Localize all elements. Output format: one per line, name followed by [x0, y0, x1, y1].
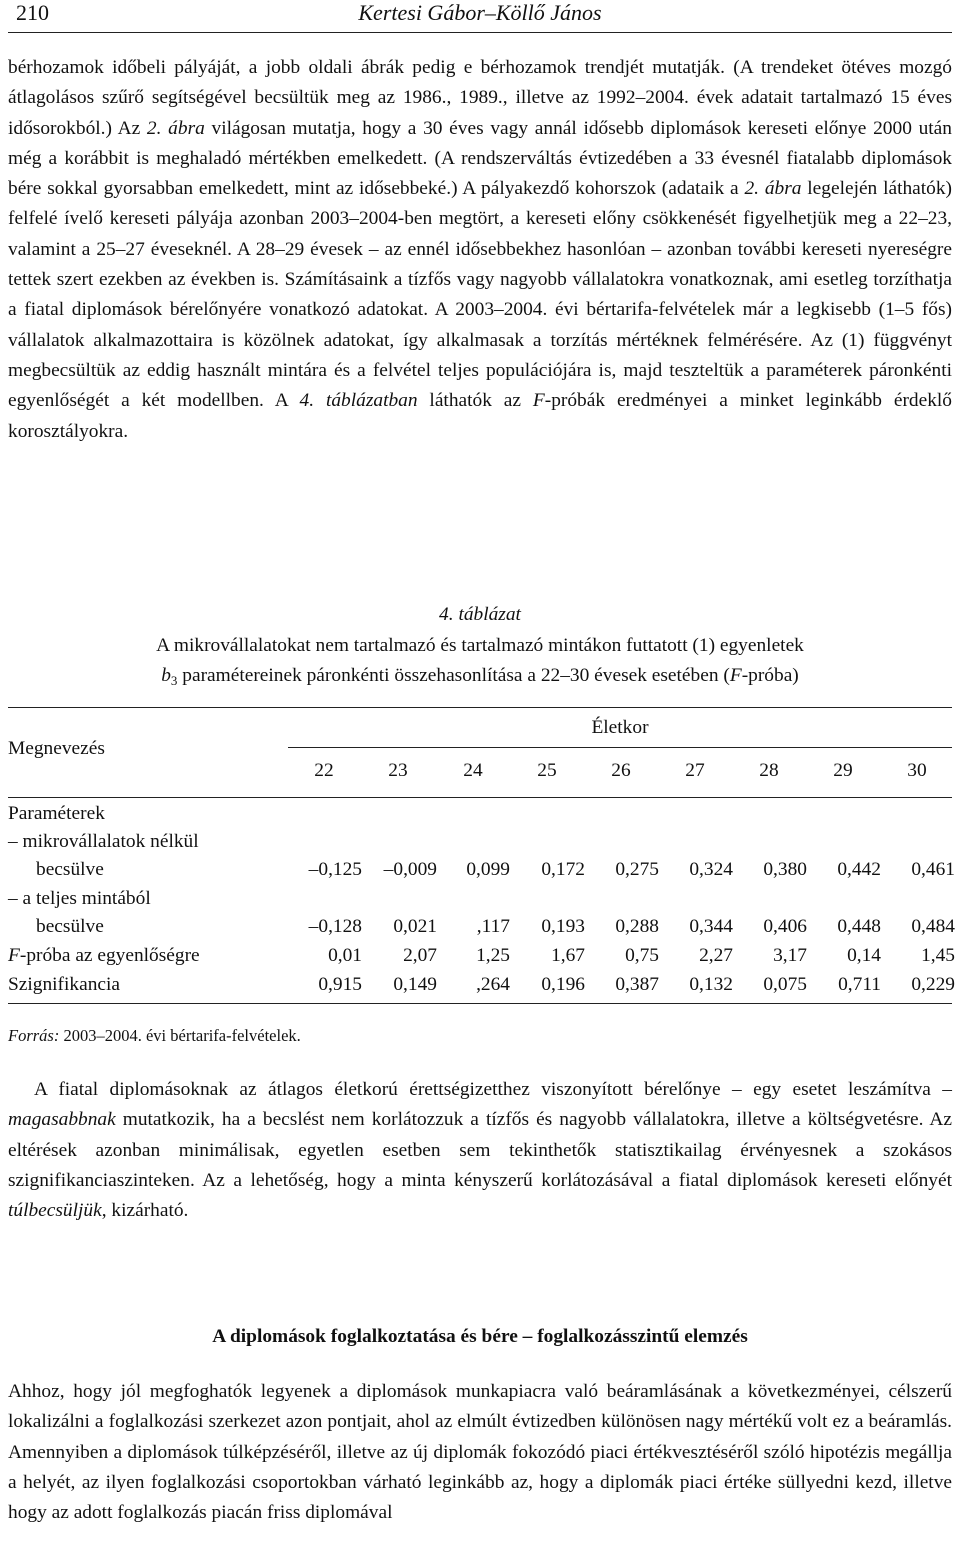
- row-label-estimated: becsülve: [36, 859, 104, 880]
- row-significance-cell-29: 0,711: [838, 974, 881, 995]
- row-no-micro-cell-27: 0,324: [689, 859, 733, 880]
- age-header-rule: [288, 747, 952, 748]
- row-f-test-cell-24: 1,25: [476, 945, 510, 966]
- row-no-micro-cell-28: 0,380: [763, 859, 807, 880]
- caption-line-1: A mikrovállalatokat nem tartalmazó és tartalmazó mintákon futtatott (1) egyenletek: [156, 635, 804, 656]
- table-source: [8, 1024, 301, 1048]
- age-header-25: 25: [537, 760, 557, 781]
- text-run: láthatók az: [417, 390, 533, 412]
- row-significance-cell-22: 0,915: [318, 974, 362, 995]
- row-full-sample-cell-30: 0,484: [911, 916, 955, 937]
- source-text: 2003–2004. évi bértarifa-felvételek.: [59, 1026, 301, 1045]
- age-header-24: 24: [463, 760, 483, 781]
- text-run: világosan mutatja, hogy a 30 éves vagy annál idősebb diplomások kereseti előnye 2000 után még a korábbit is meghaladó mértékben emelkedett. (A rendszerváltás évtizedében a 33 évesnél fiatalabb diplomások bére sokkal gyorsabban emelkedett, mint az idősebbeké.) A pályakezdő kohorszok (adataik a: [8, 117, 952, 200]
- body-paragraph-1: [8, 53, 952, 447]
- body-paragraph-2: [8, 1075, 952, 1226]
- caption-symbol-b: b: [161, 665, 171, 686]
- caption-symbol-f: F: [729, 665, 742, 686]
- row-no-micro-cell-29: 0,442: [837, 859, 881, 880]
- row-significance-cell-30: 0,229: [911, 974, 955, 995]
- row-significance-cell-26: 0,387: [615, 974, 659, 995]
- page-header: [8, 0, 952, 28]
- row-f-test-cell-23: 2,07: [403, 945, 437, 966]
- paragraph-text: [8, 1075, 952, 1226]
- source-label: Forrás:: [8, 1026, 60, 1045]
- section-heading: A diplomások foglalkoztatása és bére – foglalkozásszintű elemzés: [212, 1326, 748, 1347]
- row-full-sample-cell-24: ,117: [476, 916, 510, 937]
- table-caption: [8, 631, 952, 696]
- row-no-micro-cell-25: 0,172: [541, 859, 585, 880]
- row-full-sample-cell-27: 0,344: [689, 916, 733, 937]
- text-run: -próbák eredményei a minket leginkább érdeklő korosztályokra.: [8, 390, 952, 442]
- row-label-estimated: becsülve: [36, 916, 104, 937]
- age-header-23: 23: [388, 760, 408, 781]
- row-full-sample-cell-28: 0,406: [763, 916, 807, 937]
- row-f-test-cell-22: 0,01: [328, 945, 362, 966]
- italic-run: 4. táblázatban: [299, 390, 418, 412]
- paragraph-text: [8, 53, 952, 447]
- row-f-test-cell-25: 1,67: [551, 945, 585, 966]
- table-rule-header: [8, 797, 952, 798]
- row-significance-cell-23: 0,149: [393, 974, 437, 995]
- row-label-parameters: Paraméterek: [8, 803, 105, 824]
- age-header-29: 29: [833, 760, 853, 781]
- f-symbol: F: [8, 945, 20, 966]
- text-run: A fiatal diplomásoknak az átlagos életkorú érettségizetthez viszonyított bérelőnye – egy esetet leszámítva –: [34, 1079, 952, 1100]
- row-label-no-micro: – mikrovállalatok nélkül: [8, 831, 199, 852]
- row-full-sample-cell-22: –0,128: [308, 916, 362, 937]
- row-no-micro-cell-23: –0,009: [383, 859, 437, 880]
- row-full-sample-cell-23: 0,021: [393, 916, 437, 937]
- caption-subscript: 3: [170, 673, 178, 688]
- row-f-test-cell-29: 0,14: [847, 945, 881, 966]
- row-no-micro-cell-22: –0,125: [308, 859, 362, 880]
- row-significance-cell-25: 0,196: [541, 974, 585, 995]
- age-header-30: 30: [907, 760, 927, 781]
- age-header-22: 22: [314, 760, 334, 781]
- row-f-test-cell-30: 1,45: [921, 945, 955, 966]
- row-significance-cell-27: 0,132: [689, 974, 733, 995]
- row-label-full-sample: – a teljes mintából: [8, 888, 151, 909]
- caption-line-2b: -próba): [741, 665, 799, 686]
- row-significance-cell-24: ,264: [476, 974, 510, 995]
- text-run: Ahhoz, hogy jól megfoghatók legyenek a diplomások munkapiacra való beáramlásának a következményei, célszerű lokalizálni a foglalkozási szerkezet azon pontjait, ahol az elmúlt évtizedben különösen nagy mértékű volt ez a beáramlás. Amennyiben a diplomások túlképzéséről, illetve az új diplomák fokozódó piaci értékvesztéséről szóló hipotézis megállja a helyét, az ilyen foglalkozási csoportokban várható leginkább az, hogy a diplomák piaci értéke süllyedni kezd, illetve hogy az adott foglalkozás piacán friss diplomával: [8, 1381, 952, 1524]
- row-f-test-cell-26: 0,75: [625, 945, 659, 966]
- row-f-test-cell-27: 2,27: [699, 945, 733, 966]
- row-no-micro-cell-24: 0,099: [466, 859, 510, 880]
- caption-line-2a: paramétereinek páronkénti összehasonlítása a 22–30 évesek esetében (: [177, 665, 730, 686]
- column-group-header-age: Életkor: [591, 717, 649, 738]
- italic-run: F: [532, 390, 545, 412]
- page-number: 210: [16, 0, 49, 25]
- italic-run: túlbecsüljük: [8, 1200, 102, 1222]
- table-label: 4. táblázat: [439, 604, 521, 625]
- body-paragraph-3: [8, 1377, 952, 1528]
- running-title: Kertesi Gábor–Köllő János: [358, 0, 602, 25]
- row-full-sample-cell-29: 0,448: [837, 916, 881, 937]
- age-header-27: 27: [685, 760, 705, 781]
- row-f-test-cell-28: 3,17: [773, 945, 807, 966]
- row-full-sample-cell-26: 0,288: [615, 916, 659, 937]
- italic-run: magasabbnak: [8, 1109, 116, 1131]
- age-header-26: 26: [611, 760, 631, 781]
- paragraph-text: [8, 1377, 952, 1528]
- row-no-micro-cell-26: 0,275: [615, 859, 659, 880]
- table-rule-bottom: [8, 1003, 952, 1004]
- row-label-f-test: [8, 941, 200, 970]
- f-test-label: -próba az egyenlőségre: [19, 945, 200, 966]
- header-rule: [8, 32, 952, 33]
- text-run: , kizárható.: [101, 1200, 189, 1222]
- row-significance-cell-28: 0,075: [763, 974, 807, 995]
- row-no-micro-cell-30: 0,461: [911, 859, 955, 880]
- text-run: bérhozamok időbeli pályáját, a jobb oldali ábrák pedig e bérhozamok trendjét mutatják. (A trendeket ötéves mozgó átlagolásos szűrő segítségével becsültük meg az 1986., 1989., illetve az 1992–2004. évek adatait tartalmazó 15 éves idősorokból.) Az: [8, 57, 952, 139]
- row-label-significance: Szignifikancia: [8, 974, 120, 995]
- age-header-28: 28: [759, 760, 779, 781]
- text-run: mutatkozik, ha a becslést nem korlátozzuk a tízfős és nagyobb vállalatokra, illetve a költségvetésre. Az eltérések azonban minimálisak, egyetlen esetben sem tekinthetők statisztikailag érvényesnek a szokásos szignifikanciaszinteken. Az a lehetőség, hogy a minta kényszerű korlátozásával a fiatal diplomások kereseti előnyét: [8, 1109, 952, 1191]
- row-full-sample-cell-25: 0,193: [541, 916, 585, 937]
- italic-run: 2. ábra: [146, 117, 205, 139]
- italic-run: 2. ábra: [744, 178, 802, 200]
- text-run: legelején láthatók) felfelé ívelő kereseti pályája azonban 2003–2004-ben megtört, a kereseti előny csökkenését figyelhetjük meg a 22–23, valamint a 25–27 éveseknél. A 28–29 évesek – az ennél idősebbekhez hasonlóan – azonban további kereseti nyereségre tettek szert ezekben az években is. Számításaink a tízfős vagy nagyobb vállalatokra vonatkoznak, ami esetleg torzíthatja a fiatal diplomások bérelőnyére vonatkozó adatokat. A 2003–2004. évi bértarifa-felvételek már a legkisebb (1–5 fős) vállalatok alkalmazottaira is közölnek adatokat, így alkalmasak a torzítás mértéknek felmérésére. Az (1) függvényt megbecsültük az eddig használt mintára és a felvétel teljes populációjára is, majd teszteltük a paraméterek páronkénti egyenlőségét a két modellben. A: [8, 178, 952, 412]
- column-header-name: Megnevezés: [8, 738, 105, 759]
- table-rule-top: [8, 707, 952, 708]
